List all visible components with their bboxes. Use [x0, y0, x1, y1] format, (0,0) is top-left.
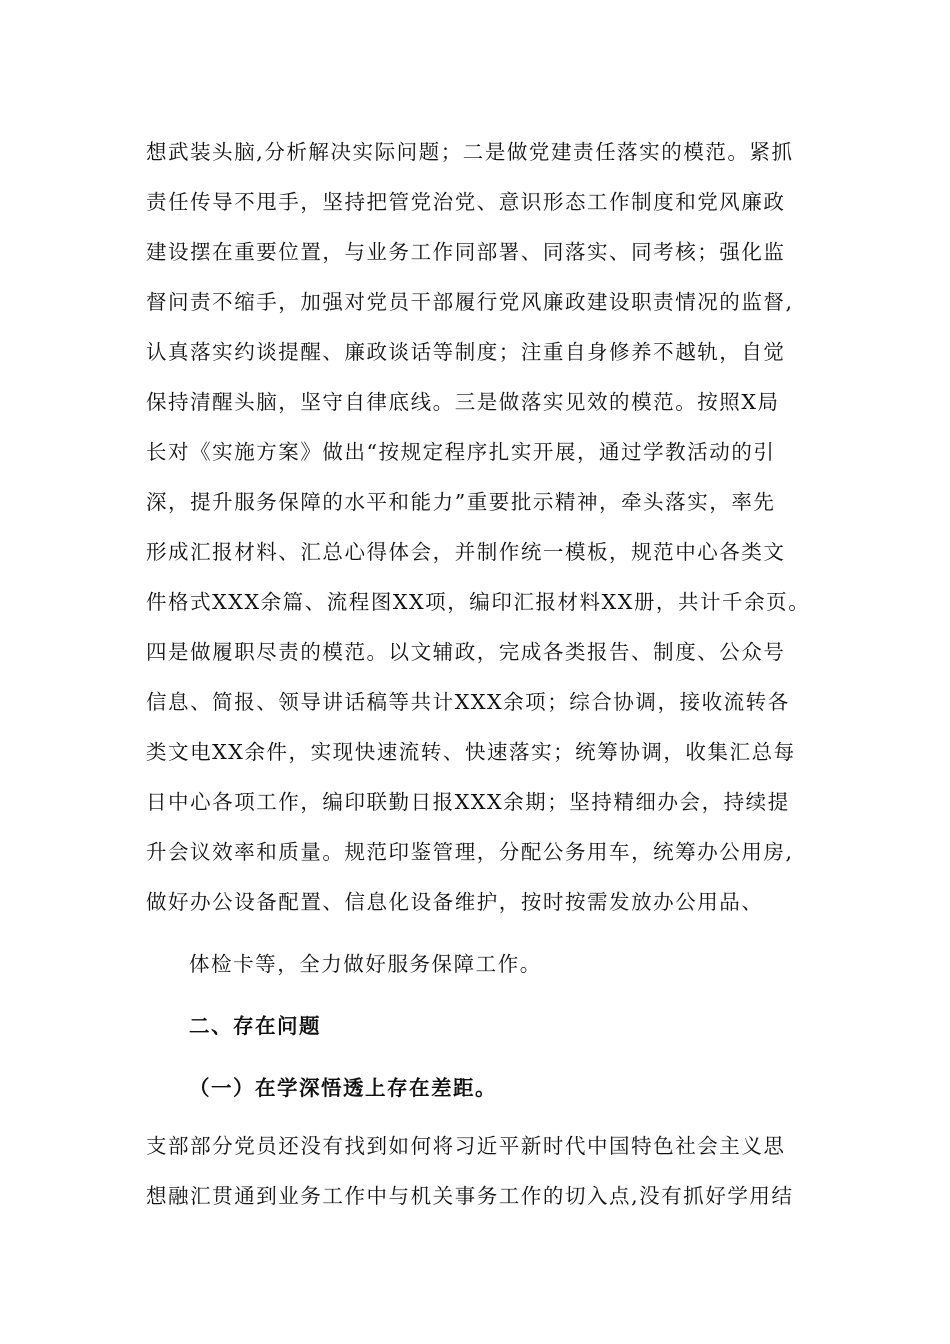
body-line: 支部部分党员还没有找到如何将习近平新时代中国特色社会主义思: [146, 1134, 786, 1158]
body-line: 深，提升服务保障的水平和能力”重要批示精神，牵头落实，率先: [146, 490, 776, 514]
body-line: 想武装头脑,分析解决实际问题；二是做党建责任落实的模范。紧抓: [146, 140, 794, 164]
body-line: 形成汇报材料、汇总心得体会，并制作统一模板，规范中心各类文: [146, 540, 786, 564]
body-line: 建设摆在重要位置，与业务工作同部署、同落实、同考核；强化监: [146, 240, 786, 264]
body-line: 责任传导不甩手，坚持把管党治党、意识形态工作制度和党风廉政: [146, 190, 786, 214]
section-heading: 二、存在问题: [189, 1014, 321, 1038]
body-line: 保持清醒头脑，坚守自律底线。三是做落实见效的模范。按照X局: [146, 390, 780, 414]
body-line: 日中心各项工作，编印联勤日报XXX余期；坚持精细办会，持续提: [146, 790, 790, 814]
body-line: 督问责不缩手，加强对党员干部履行党风廉政建设职责情况的监督,: [146, 290, 794, 314]
body-line: 长对《实施方案》做出“按规定程序扎实开展，通过学教活动的引: [146, 440, 776, 464]
body-line: 想融汇贯通到业务工作中与机关事务工作的切入点,没有抓好学用结: [146, 1184, 794, 1208]
subsection-heading: （一）在学深悟透上存在差距。: [189, 1076, 497, 1100]
body-line: 升会议效率和质量。规范印鉴管理，分配公务用车，统筹办公用房,: [146, 840, 794, 864]
body-line: 信息、简报、领导讲话稿等共计XXX余项；综合协调，接收流转各: [146, 690, 790, 714]
body-line: 四是做履职尽责的模范。以文辅政，完成各类报告、制度、公众号: [146, 640, 786, 664]
continuation-line: 体检卡等，全力做好服务保障工作。: [189, 952, 542, 976]
body-line: 认真落实约谈提醒、廉政谈话等制度；注重自身修养不越轨，自觉: [146, 340, 786, 364]
body-line: 类文电XX余件，实现快速流转、快速落实；统筹协调，收集汇总每: [146, 740, 796, 764]
body-line: 件格式XXX余篇、流程图XX项，编印汇报材料XX册，共计千余页。: [146, 590, 811, 614]
body-line: 做好办公设备配置、信息化设备维护，按时按需发放办公用品、: [146, 890, 764, 914]
